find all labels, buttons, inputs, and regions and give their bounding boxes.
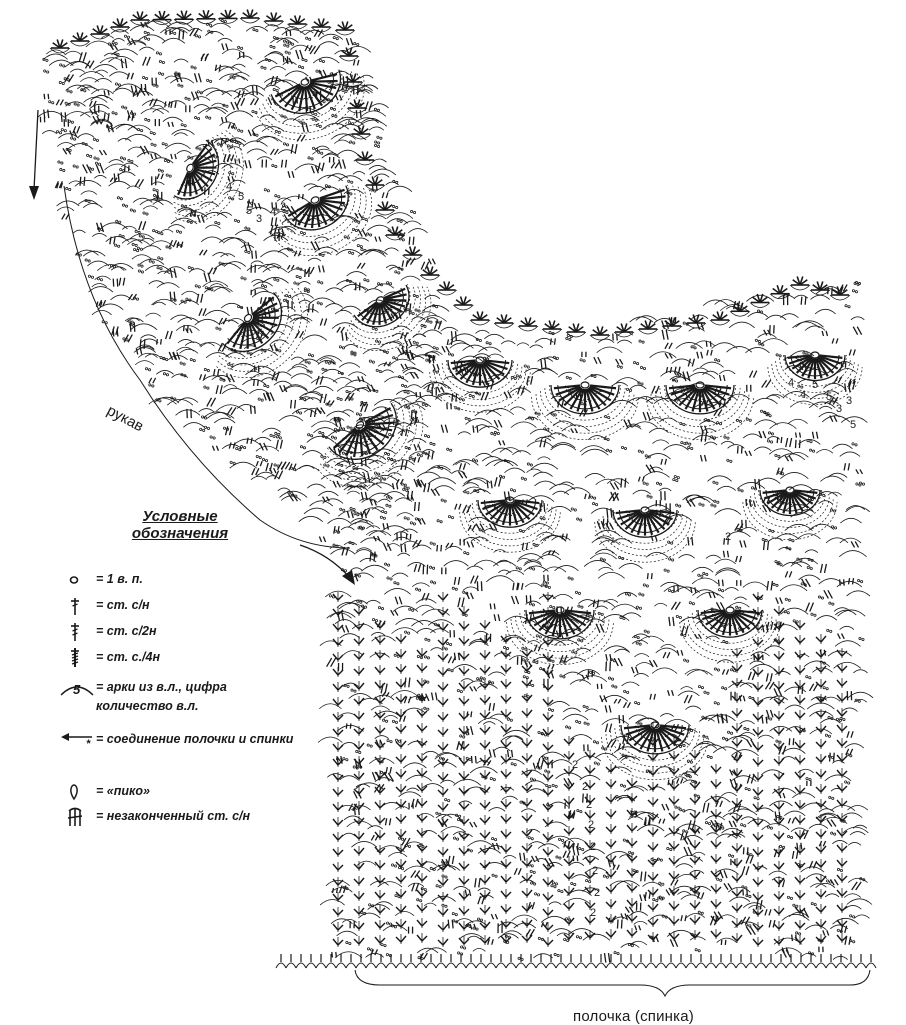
picot-flower xyxy=(90,25,110,39)
stitch-count-number: 4 xyxy=(226,181,232,193)
stitch-count-number: 5 xyxy=(850,419,856,431)
stitch-count-number: 4 xyxy=(800,389,806,401)
picot-flower xyxy=(174,11,194,25)
legend-item-arc xyxy=(60,678,300,720)
stitch-count-number: 3 xyxy=(836,403,842,415)
quadruple-crochet-icon xyxy=(60,648,94,668)
picot-flower xyxy=(365,176,385,190)
front-back-label: полочка (спинка) xyxy=(573,1008,694,1025)
sleeve-label: рукав xyxy=(104,402,146,435)
double-crochet-icon xyxy=(60,596,94,616)
picot-flower xyxy=(686,314,706,328)
legend-item-text: = ст. с/2н xyxy=(96,622,306,641)
picot-flower xyxy=(264,12,284,26)
unfinished-stitch-cluster-icon xyxy=(60,807,94,827)
picot-flower xyxy=(518,317,538,331)
picot-flower xyxy=(240,9,260,23)
picot-flower xyxy=(437,281,457,295)
stitch-count-number: 2 xyxy=(590,841,596,853)
picot-flower xyxy=(351,125,371,139)
legend-item-text: = ст. с./4н xyxy=(96,648,306,667)
legend-item-text: = ст. с/н xyxy=(96,596,306,615)
stitch-column-group xyxy=(333,592,847,947)
chain-arc-icon xyxy=(60,678,94,698)
legend-item-text: = 1 в. п. xyxy=(96,570,306,589)
pineapple-fan xyxy=(647,382,754,440)
picot-flower xyxy=(335,21,355,35)
picot-flower xyxy=(710,311,730,325)
picot-flower xyxy=(375,201,395,215)
picot-flower xyxy=(494,314,514,328)
treble-crochet-icon xyxy=(60,622,94,642)
legend-item-text: = «пико» xyxy=(96,782,306,801)
stitch-count-number: 5 xyxy=(246,205,252,217)
picot-flower xyxy=(614,323,634,337)
picot-flower xyxy=(403,246,423,260)
legend-title xyxy=(100,508,260,542)
stitch-count-number: 2 xyxy=(588,819,594,831)
picot-flower xyxy=(453,296,473,310)
stitch-count-number: 2 xyxy=(725,531,731,543)
legend-item-text: = арки из в.л., цифра количество в.л. xyxy=(96,678,306,716)
legend-title-line2: обозначения xyxy=(100,525,260,542)
stitch-count-number: 4 xyxy=(788,377,794,389)
picot-icon xyxy=(60,782,94,802)
stitch-count-number: 5 xyxy=(238,191,244,203)
legend-item-text: = незаконченный ст. с/н xyxy=(96,807,306,826)
picot-flower xyxy=(420,266,440,280)
picot-flower xyxy=(343,73,363,87)
stitch-count-number: 3 xyxy=(846,395,852,407)
picot-flower xyxy=(130,11,150,25)
picot-flower xyxy=(750,294,770,308)
picot-flower xyxy=(590,326,610,340)
picot-flower xyxy=(288,15,308,29)
stitch-count-number: 3 xyxy=(256,213,262,225)
legend-item-join xyxy=(60,730,300,772)
legend-title-line1: Условные xyxy=(100,508,260,525)
picot-flower xyxy=(70,32,90,46)
picot-flower xyxy=(566,323,586,337)
picot-flower xyxy=(790,276,810,290)
stitch-count-number: 4 xyxy=(270,206,276,218)
picot-flower xyxy=(218,10,238,24)
picot-flower xyxy=(542,320,562,334)
stitch-count-number: 2 xyxy=(590,907,596,919)
picot-flower xyxy=(385,226,405,240)
stitch-count-number: 2 xyxy=(280,201,286,213)
join-arrow-icon xyxy=(60,730,94,750)
stitch-count-number: 5 xyxy=(812,379,818,391)
pineapple-fan-group xyxy=(162,60,862,780)
picot-flower xyxy=(470,311,490,325)
stitch-count-number: 5 xyxy=(826,391,832,403)
picot-flower xyxy=(311,18,331,32)
picot-flower xyxy=(196,10,216,24)
pineapple-fan xyxy=(265,175,386,272)
legend-item-text: = соединение полочки и спинки xyxy=(96,730,306,749)
picot-flower xyxy=(830,286,850,300)
stitch-count-number: 2 xyxy=(582,781,588,793)
stitch-count-number: 2 xyxy=(586,799,592,811)
stitch-count-number: 2 xyxy=(572,759,578,771)
chain-stitch-circle-icon xyxy=(60,570,94,590)
stitch-count-number: 2 xyxy=(592,865,598,877)
arc-number: 5 xyxy=(73,682,81,697)
stitch-count-number: 2 xyxy=(594,887,600,899)
